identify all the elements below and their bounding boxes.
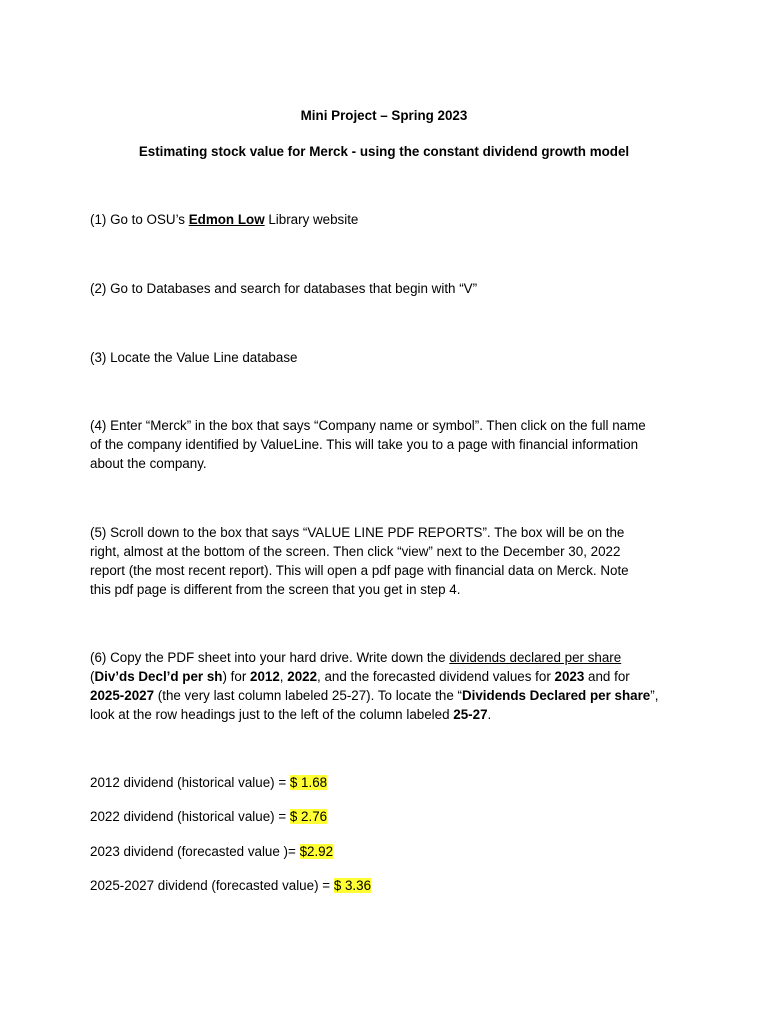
dividend-value: $ 1.68	[289, 775, 328, 790]
dividend-2022	[90, 807, 327, 826]
step-6-line-1	[90, 648, 690, 667]
dividend-2023	[90, 842, 333, 861]
step-3: (3) Locate the Value Line database	[90, 350, 298, 365]
step-5-line-3: report (the most recent report). This will open a pdf page with financial data on Merck. Note	[90, 563, 629, 578]
dividend-value: $ 3.36	[333, 878, 372, 893]
step-6-l2-p5: and for	[584, 669, 630, 684]
step-4-line-2: of the company identified by ValueLine. This will take you to a page with financial information	[90, 437, 639, 452]
step-6-line-4	[90, 705, 690, 724]
year-2022: 2022	[287, 669, 318, 684]
step-4-line-3: about the company.	[90, 456, 207, 471]
dividend-label: 2012 dividend (historical value) =	[90, 775, 290, 790]
step-6-line-3	[90, 686, 690, 705]
page-subtitle: Estimating stock value for Merck - using the constant dividend growth model	[138, 144, 630, 159]
step-5-line-1: (5) Scroll down to the box that says “VALUE LINE PDF REPORTS”. The box will be on the	[90, 525, 625, 540]
dividends-declared-term: dividends declared per share	[449, 650, 622, 665]
dividend-label: 2023 dividend (forecasted value )=	[90, 844, 300, 859]
step-6	[90, 648, 690, 724]
step-1-text-a: (1) Go to OSU’s	[90, 212, 189, 227]
step-6-line-2	[90, 667, 690, 686]
step-6-l2-p1: (	[90, 669, 95, 684]
step-6-l4-p2: .	[487, 707, 492, 722]
step-5	[90, 523, 690, 599]
dividend-value: $2.92	[299, 844, 334, 859]
step-6-l3-p1: (the very last column labeled 25-27). To locate the “	[154, 688, 462, 703]
step-4-line-1: (4) Enter “Merck” in the box that says “Company name or symbol”. Then click on the full name	[90, 418, 646, 433]
page-title: Mini Project – Spring 2023	[300, 108, 468, 123]
year-2023: 2023	[554, 669, 585, 684]
year-2012: 2012	[250, 669, 280, 684]
step-5-line-2: right, almost at the bottom of the screen. Then click “view” next to the December 30, 2022	[90, 544, 621, 559]
divds-decld-term: Div’ds Decl’d per sh	[94, 669, 223, 684]
step-6-l4-p1: look at the row headings just to the left of the column labeled	[90, 707, 454, 722]
step-5-line-4: this pdf page is different from the screen that you get in step 4.	[90, 582, 461, 597]
dividends-declared-bold: Dividends Declared per share	[461, 688, 651, 703]
edmon-low-link[interactable]: Edmon Low	[188, 212, 265, 227]
step-6-l2-p2: ) for	[222, 669, 250, 684]
dividend-label: 2022 dividend (historical value) =	[90, 809, 290, 824]
step-1-text-b: Library website	[264, 212, 359, 227]
column-25-27: 25-27	[453, 707, 488, 722]
step-4	[90, 416, 690, 473]
dividend-label: 2025-2027 dividend (forecasted value) =	[90, 878, 334, 893]
step-6-l1-text: (6) Copy the PDF sheet into your hard drive. Write down the	[90, 650, 450, 665]
step-2: (2) Go to Databases and search for databases that begin with “V”	[90, 281, 478, 296]
step-6-l2-p4: , and the forecasted dividend values for	[317, 669, 555, 684]
step-1	[90, 210, 690, 229]
step-6-l2-p3: ,	[279, 669, 288, 684]
step-6-l3-p2: ”,	[650, 688, 659, 703]
dividend-2025-2027	[90, 876, 371, 895]
years-2025-2027: 2025-2027	[90, 688, 155, 703]
dividend-value: $ 2.76	[289, 809, 328, 824]
dividend-2012	[90, 773, 327, 792]
